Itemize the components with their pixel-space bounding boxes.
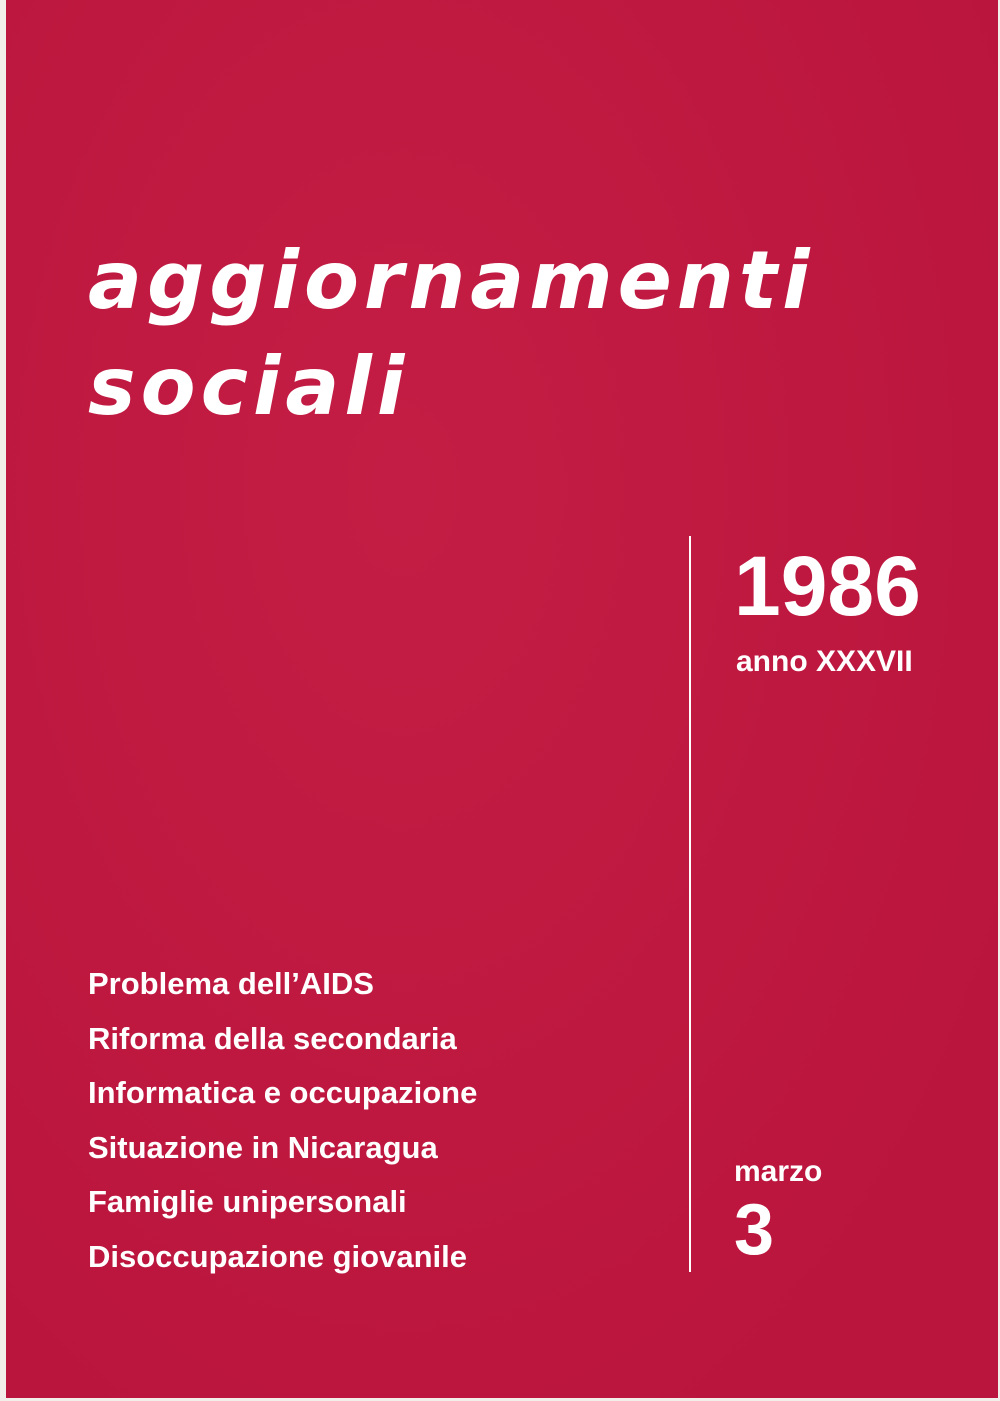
title-line-1: aggiornamenti [88, 234, 815, 327]
topics-list [88, 957, 477, 1284]
volume-label: anno XXXVII [736, 645, 913, 678]
topic-item: Problema dell’AIDS [88, 966, 374, 1001]
topic-item: Riforma della secondaria [88, 1020, 457, 1056]
issue-number: 3 [734, 1190, 775, 1270]
title-line-2: sociali [88, 340, 410, 433]
topic-item: Situazione in Nicaragua [88, 1129, 438, 1165]
issue-month: marzo [734, 1155, 823, 1188]
magazine-title [88, 228, 815, 440]
vertical-divider [689, 536, 691, 1272]
topic-item: Disoccupazione giovanile [88, 1238, 467, 1274]
publication-year: 1986 [734, 539, 921, 633]
topic-item: Informatica e occupazione [88, 1075, 478, 1110]
topic-item: Famiglie unipersonali [88, 1184, 407, 1219]
magazine-cover [6, 0, 998, 1398]
